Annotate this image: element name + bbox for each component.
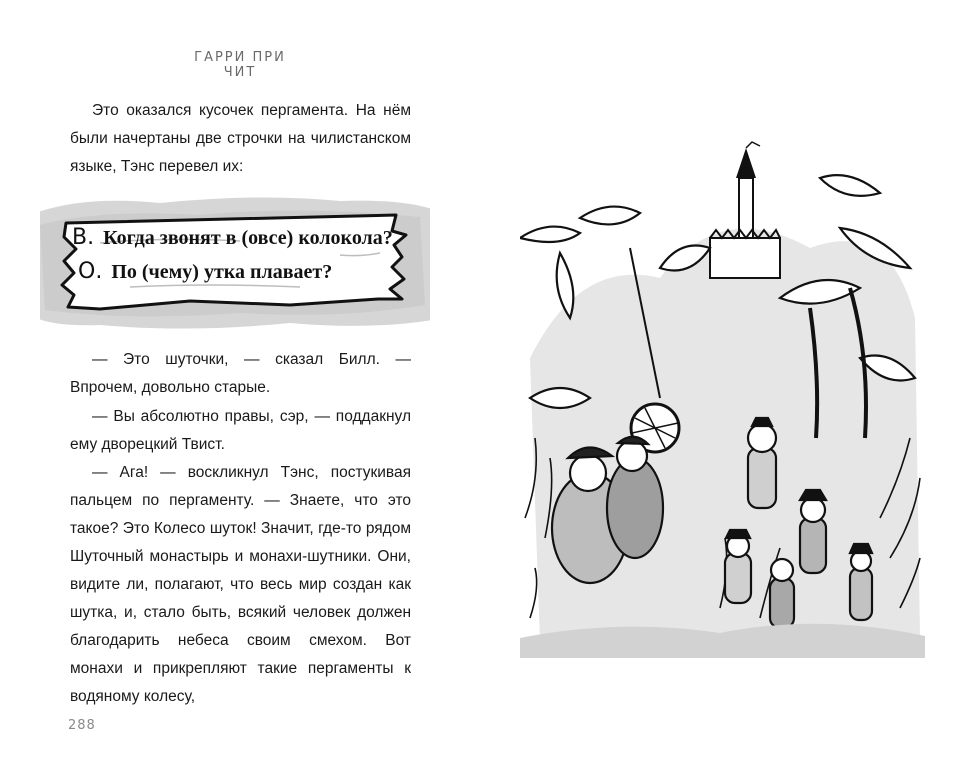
parchment-scroll bbox=[40, 195, 430, 330]
paragraph-twist: — Вы абсолютно правы, сэр, — поддакнул ему дворецкий Твист. bbox=[70, 408, 411, 453]
scroll-answer bbox=[78, 259, 332, 284]
question-letter: В. bbox=[72, 225, 95, 250]
right-page bbox=[480, 0, 960, 770]
page-number: 288 bbox=[68, 718, 96, 733]
question-text: Когда звонят в (овсе) колокола? bbox=[103, 227, 393, 249]
answer-text: По (чему) утка плавает? bbox=[111, 261, 333, 283]
paragraph-bill: — Это шуточки, — сказал Билл. — Впрочем, довольно старые. bbox=[70, 351, 411, 396]
scroll-question bbox=[72, 225, 393, 250]
answer-letter: О. bbox=[78, 259, 103, 284]
paragraph-intro: Это оказался кусочек пергамента. На нём были начертаны две строчки на чилистанском языке, Тэнс перевел их: bbox=[70, 102, 411, 175]
paragraph-tens: — Ага! — воскликнул Тэнс, постукивая пальцем по пергаменту. — Знаете, что это такое? Это Колесо шуток! Значит, где-то рядом Шуточный монастырь и монахи-шутники. Они, видите ли, полагают, что весь мир создан как шутка, и, стало быть, всякий человек должен благодарить небеса своим смехом. Вот монахи и прикрепляют такие пергаменты к водяному колесу, bbox=[70, 464, 411, 705]
running-head: ГАРРИ ПРИ ЧИТ bbox=[194, 50, 286, 80]
jungle-illustration bbox=[520, 138, 925, 658]
